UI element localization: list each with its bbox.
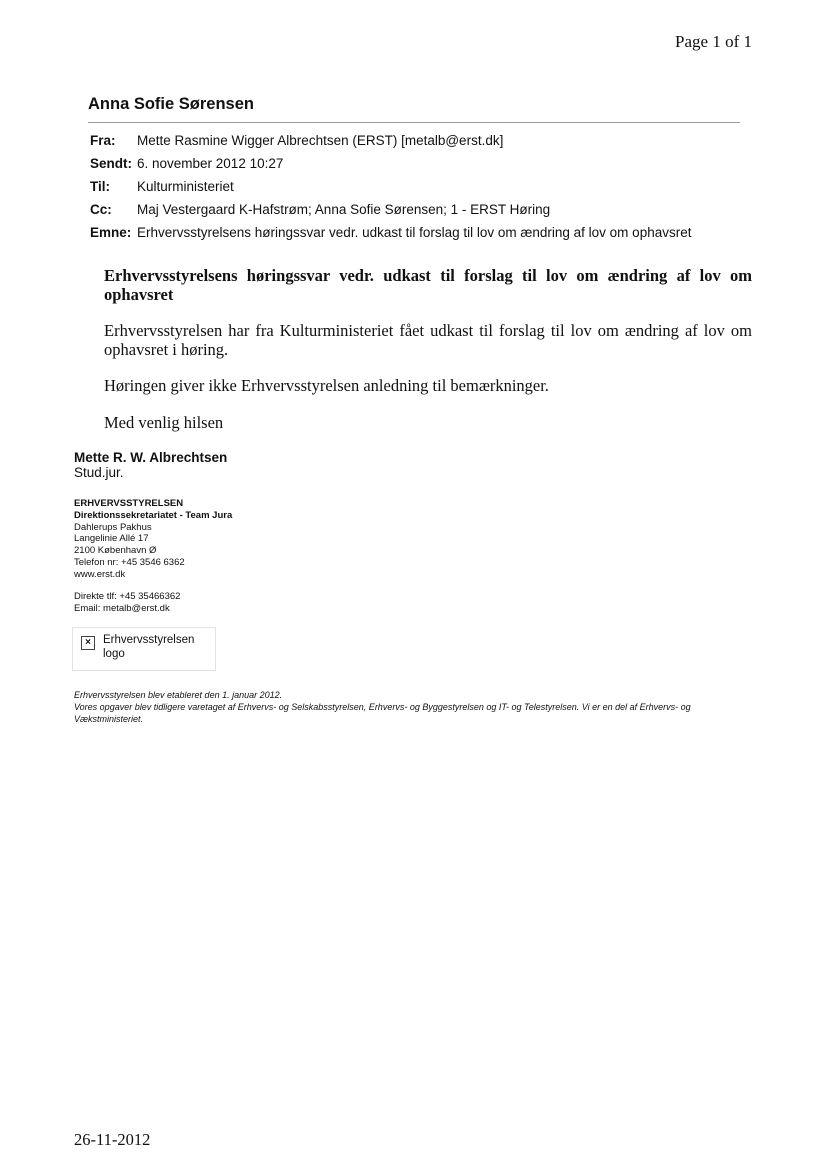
- sent-row: [90, 156, 691, 179]
- broken-image-icon: ×: [81, 636, 95, 650]
- city-address: 2100 København Ø: [74, 545, 157, 557]
- body-paragraph-1: Erhvervsstyrelsen har fra Kulturministeriet fået udkast til forslag til lov om ændring af lov om ophavsret i høring.: [104, 321, 752, 359]
- logo-alt-text: [103, 633, 194, 661]
- subject-value: Erhvervsstyrelsens høringssvar vedr. udkast til forslag til lov om ændring af lov om ophavsret: [137, 225, 692, 240]
- street-address: Langelinie Allé 17: [74, 533, 149, 545]
- to-row: [90, 179, 691, 202]
- signature-title: Stud.jur.: [74, 465, 124, 480]
- body-paragraph-2: Høringen giver ikke Erhvervsstyrelsen anledning til bemærkninger.: [104, 376, 549, 395]
- mailbox-owner-name: Anna Sofie Sørensen: [88, 95, 254, 113]
- organization-address: [74, 498, 232, 581]
- direct-phone: Direkte tlf: +45 35466362: [74, 591, 181, 602]
- cc-value: Maj Vestergaard K-Hafstrøm; Anna Sofie Sørensen; 1 - ERST Høring: [137, 202, 551, 217]
- page-number: Page 1 of 1: [675, 32, 752, 51]
- footnote-line-1: Erhvervsstyrelsen blev etableret den 1. januar 2012.: [74, 690, 283, 700]
- cc-row: [90, 202, 691, 225]
- from-row: [90, 133, 691, 156]
- subject-label: Emne:: [90, 225, 132, 240]
- department-name: Direktionssekretariatet - Team Jura: [74, 509, 233, 521]
- direct-contact: [74, 591, 180, 615]
- email-address[interactable]: Email: metalb@erst.dk: [74, 602, 170, 614]
- organization-name: ERHVERVSSTYRELSEN: [74, 498, 184, 509]
- email-header-table: [90, 133, 691, 248]
- to-label: Til:: [90, 179, 110, 194]
- logo-alt-line-1: Erhvervsstyrelsen: [103, 634, 195, 646]
- footnote-line-2: Vores opgaver blev tidligere varetaget af Erhvervs- og Selskabsstyrelsen, Erhvervs- og Byggestyrelsen og IT- og Telestyrelsen. Vi er en del af Erhvervs- og Vækstministeriet.: [74, 702, 691, 724]
- from-label: Fra:: [90, 133, 116, 148]
- print-date: 26-11-2012: [74, 1130, 151, 1149]
- header-divider: [88, 122, 740, 123]
- body-heading: Erhvervsstyrelsens høringssvar vedr. udkast til forslag til lov om ændring af lov om ophavsret: [104, 266, 752, 304]
- organization-footnote: [74, 689, 754, 725]
- from-value: Mette Rasmine Wigger Albrechtsen (ERST) [metalb@erst.dk]: [137, 133, 504, 148]
- closing-greeting: Med venlig hilsen: [104, 413, 224, 432]
- signature-name: Mette R. W. Albrechtsen: [74, 450, 228, 465]
- logo-alt-line-2: logo: [103, 648, 125, 660]
- sent-label: Sendt:: [90, 156, 132, 171]
- website-link[interactable]: www.erst.dk: [74, 568, 126, 580]
- subject-row: [90, 225, 691, 248]
- cc-label: Cc:: [90, 202, 112, 217]
- building-name: Dahlerups Pakhus: [74, 521, 152, 533]
- to-value: Kulturministeriet: [137, 179, 234, 194]
- sent-value: 6. november 2012 10:27: [137, 156, 284, 171]
- phone-number: Telefon nr: +45 3546 6362: [74, 556, 185, 568]
- broken-logo-image: [72, 627, 216, 671]
